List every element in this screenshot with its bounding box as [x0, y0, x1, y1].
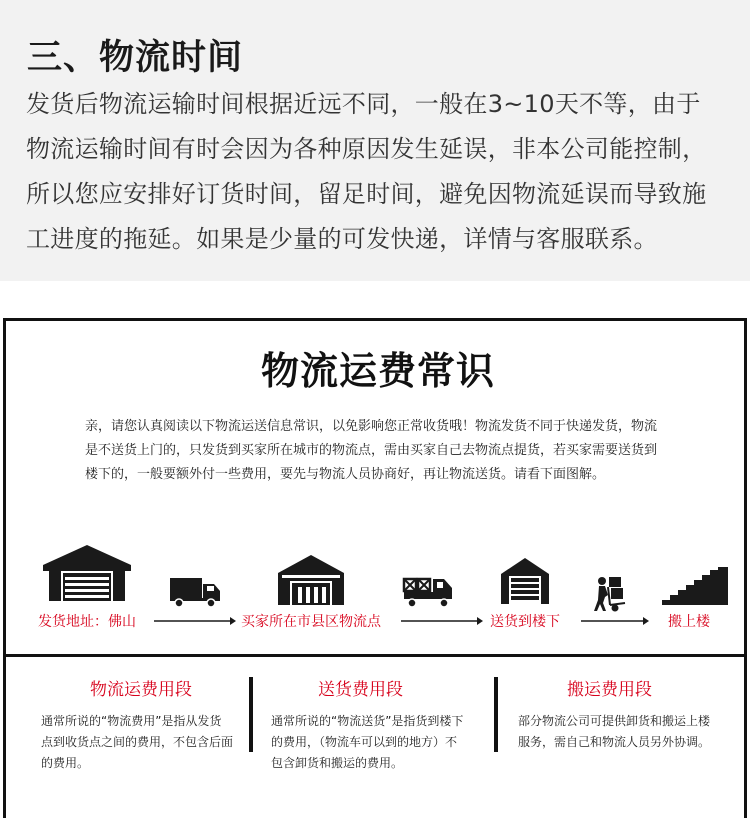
fee-title-carrying: 搬运费用段: [567, 680, 652, 700]
hand-truck-worker-icon: [593, 573, 633, 613]
shipping-knowledge-panel: [3, 318, 747, 818]
panel-title: 物流运费常识: [260, 349, 495, 393]
fee-line: 服务，需自己和物流人员另外协调。: [518, 735, 711, 749]
warehouse-icon: [41, 543, 133, 601]
flow-label-origin: 发货地址：佛山: [38, 614, 136, 630]
paragraph-line: 工进度的拖延。如果是少量的可发快递，详情与客服联系。: [26, 225, 658, 253]
flow-arrow: [154, 616, 236, 626]
intro-line: 亲，请您认真阅读以下物流运送信息常识，以免影响您正常收货哦！物流发货不同于快递发货，物流: [85, 419, 658, 434]
column-divider: [249, 677, 253, 752]
fee-line: 部分物流公司可提供卸货和搬运上楼: [518, 714, 711, 728]
flow-label-upstairs: 搬上楼: [668, 614, 710, 630]
panel-intro: [85, 415, 705, 487]
fee-text-logistics: [41, 711, 233, 774]
staircase-icon: [660, 567, 730, 605]
section-paragraph: [26, 82, 726, 262]
paragraph-line: 物流运输时间有时会因为各种原因发生延误，非本公司能控制，: [26, 135, 707, 163]
section-title: 三、物流时间: [27, 38, 244, 78]
fee-text-carrying: [518, 711, 710, 753]
fee-title-logistics: 物流运费用段: [90, 680, 192, 700]
flow-arrow: [401, 616, 483, 626]
intro-line: 是不送货上门的，只发货到买家所在城市的物流点，需由买家自己去物流点提货，若买家需要送货到: [85, 443, 658, 458]
flow-label-depot: 买家所在市县区物流点: [241, 614, 381, 630]
logistics-depot-icon: [276, 553, 346, 605]
fee-line: 的费用，（物流车可以到的地方）不: [271, 735, 458, 749]
cargo-truck-icon: [402, 575, 456, 609]
fee-text-delivery: [271, 711, 463, 774]
column-divider: [494, 677, 498, 752]
fee-line: 通常所说的“物流费用”是指从发货: [41, 714, 222, 728]
section-divider: [6, 654, 744, 657]
fee-line: 包含卸货和搬运的费用。: [271, 756, 404, 770]
shipping-time-section: [0, 0, 750, 281]
intro-line: 楼下的，一般要额外付一些费用，要先与物流人员协商好，再让物流送货。请看下面图解。: [85, 467, 606, 482]
delivery-truck-icon: [168, 576, 222, 608]
fee-line: 通常所说的“物流送货”是指货到楼下: [271, 714, 464, 728]
paragraph-line: 发货后物流运输时间根据近远不同，一般在3~10天不等，由于: [26, 90, 701, 118]
building-garage-icon: [499, 556, 551, 604]
fee-title-delivery: 送货费用段: [318, 680, 403, 700]
fee-line: 的费用。: [41, 756, 90, 770]
paragraph-line: 所以您应安排好订货时间，留足时间，避免因物流延误而导致施: [26, 180, 707, 208]
flow-label-downstairs: 送货到楼下: [490, 614, 560, 630]
fee-line: 点到收货点之间的费用，不包含后面: [41, 735, 234, 749]
flow-arrow: [581, 616, 649, 626]
